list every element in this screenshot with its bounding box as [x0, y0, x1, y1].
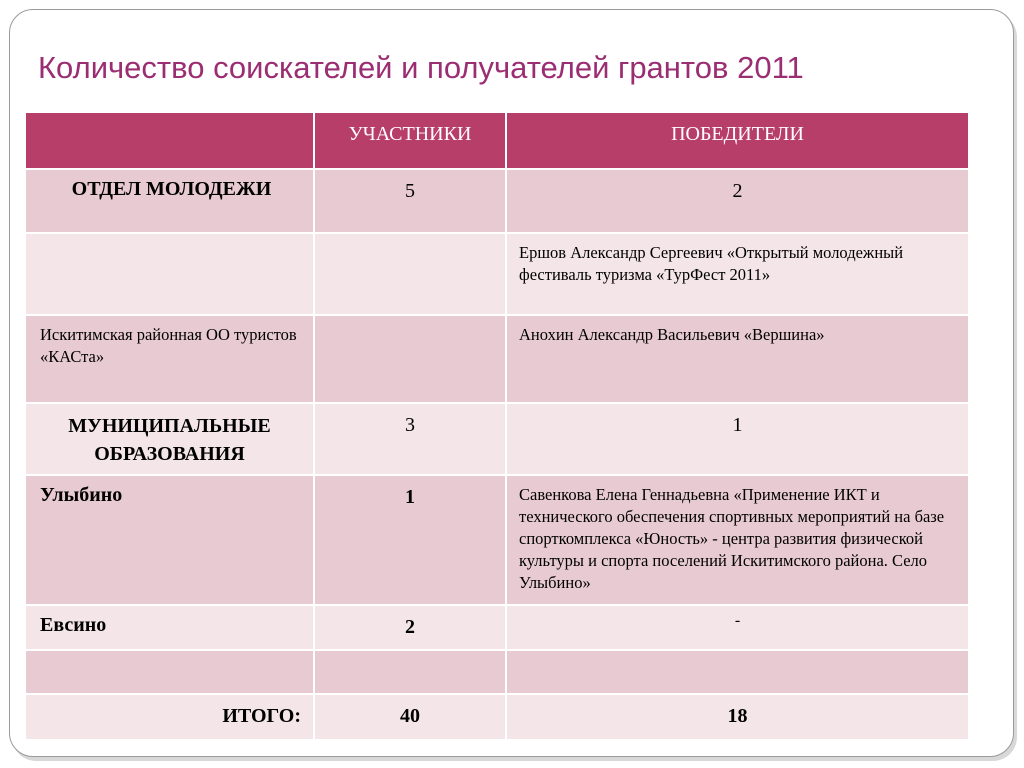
row-participants: [314, 650, 506, 694]
table-row: [25, 233, 969, 315]
table-row: [25, 650, 969, 694]
table-row: [25, 315, 969, 403]
row-label: МУНИЦИПАЛЬНЫЕ ОБРАЗОВАНИЯ: [25, 403, 314, 475]
row-winners: 18: [506, 694, 969, 740]
table-row: [25, 605, 969, 650]
row-participants: [314, 233, 506, 315]
row-participants: 1: [314, 475, 506, 605]
header-winners: ПОБЕДИТЕЛИ: [506, 112, 969, 169]
row-label: [25, 650, 314, 694]
row-winners: 1: [506, 403, 969, 475]
row-label: [25, 233, 314, 315]
row-winners: Савенкова Елена Геннадьевна «Применение ИКТ и технического обеспечения спортивных мероприятий на базе спорткомплекса «Юность» - центра развития физической культуры и спорта поселений Искитимского района. Село Улыбино»: [506, 475, 969, 605]
row-label: Евсино: [25, 605, 314, 650]
row-winners: 2: [506, 169, 969, 233]
table-row-municipal: [25, 403, 969, 475]
grants-table: [24, 111, 970, 741]
row-winners: Ершов Александр Сергеевич «Открытый молодежный фестиваль туризма «ТурФест 2011»: [506, 233, 969, 315]
row-participants: 2: [314, 605, 506, 650]
row-label: ОТДЕЛ МОЛОДЕЖИ: [25, 169, 314, 233]
row-winners: Анохин Александр Васильевич «Вершина»: [506, 315, 969, 403]
table-row-total: [25, 694, 969, 740]
row-participants: 40: [314, 694, 506, 740]
row-participants: 5: [314, 169, 506, 233]
slide-title: Количество соискателей и получателей грантов 2011: [38, 50, 804, 85]
row-winners: [506, 650, 969, 694]
row-label: Улыбино: [25, 475, 314, 605]
table-header-row: [25, 112, 969, 169]
row-winners: -: [506, 605, 969, 650]
table-row: [25, 475, 969, 605]
table-row-youth-department: [25, 169, 969, 233]
header-empty: [25, 112, 314, 169]
row-participants: [314, 315, 506, 403]
row-participants: 3: [314, 403, 506, 475]
row-label: ИТОГО:: [25, 694, 314, 740]
row-label: Искитимская районная ОО туристов «КАСта»: [25, 315, 314, 403]
header-participants: УЧАСТНИКИ: [314, 112, 506, 169]
